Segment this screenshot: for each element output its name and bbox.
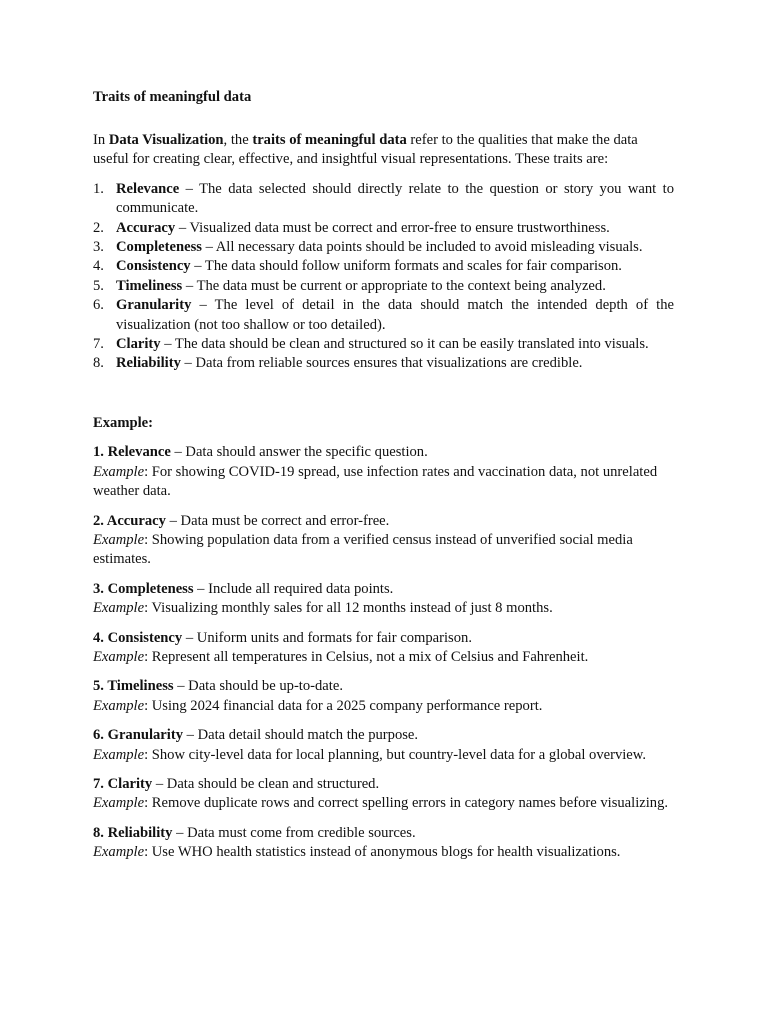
trait-term: Timeliness xyxy=(116,277,183,294)
example-text: : Visualizing monthly sales for all 12 months instead of just 8 months. xyxy=(144,600,553,617)
example-line xyxy=(93,795,668,811)
example-text: : Showing population data from a verified census instead of unverified social media estimates. xyxy=(93,531,633,568)
example-text: : Show city-level data for local planning, but country-level data for a global overview. xyxy=(144,746,647,763)
example-head xyxy=(93,443,674,462)
example-label: Example xyxy=(93,697,145,714)
trait-number: 3. xyxy=(93,239,104,256)
trait-number: 5. xyxy=(93,277,104,294)
example-head xyxy=(93,775,674,794)
example-desc: – Data must be correct and error-free. xyxy=(165,512,390,529)
example-text: : Use WHO health statistics instead of anonymous blogs for health visualizations. xyxy=(144,844,621,861)
document-title: Traits of meaningful data xyxy=(93,89,252,105)
example-head xyxy=(93,580,674,599)
example-desc: – Data should be up-to-date. xyxy=(173,678,343,695)
example-head xyxy=(93,629,674,648)
intro-bold-term-2: traits of meaningful data xyxy=(252,132,407,148)
trait-body xyxy=(116,219,674,238)
example-title: 8. Reliability xyxy=(93,824,173,841)
trait-term: Consistency xyxy=(116,258,191,275)
example-label: Example xyxy=(93,600,145,617)
trait-text: – The data selected should directly relate to the question or story you want to communicate. xyxy=(116,180,674,217)
trait-text: – The data must be current or appropriate to the context being analyzed. xyxy=(182,277,606,294)
trait-number: 4. xyxy=(93,258,104,275)
trait-term: Accuracy xyxy=(116,219,176,236)
trait-body xyxy=(116,180,674,219)
trait-item-timeliness xyxy=(93,277,674,296)
example-title: 6. Granularity xyxy=(93,727,183,744)
example-heading: Example: xyxy=(93,414,153,431)
example-title: 2. Accuracy xyxy=(93,512,166,529)
example-block-relevance xyxy=(93,443,674,501)
trait-number: 1. xyxy=(93,180,104,197)
example-head xyxy=(93,677,674,696)
trait-text: – All necessary data points should be included to avoid misleading visuals. xyxy=(201,239,643,256)
trait-item-completeness xyxy=(93,238,674,257)
example-line xyxy=(93,649,588,665)
example-text: : Remove duplicate rows and correct spelling errors in category names before visualizing. xyxy=(144,795,669,812)
trait-body xyxy=(116,238,674,257)
example-block-consistency xyxy=(93,629,674,668)
example-title: 1. Relevance xyxy=(93,444,171,461)
example-label: Example xyxy=(93,648,145,665)
example-title: 5. Timeliness xyxy=(93,678,174,695)
trait-body xyxy=(116,257,674,276)
trait-body xyxy=(116,296,674,335)
example-title: 3. Completeness xyxy=(93,580,194,597)
example-block-clarity xyxy=(93,775,674,814)
trait-body xyxy=(116,277,674,296)
intro-post: refer to the qualities that make the data useful for creating clear, effective, and insightful visual representations. These traits are: xyxy=(93,132,638,168)
example-line xyxy=(93,464,657,499)
example-block-timeliness xyxy=(93,677,674,716)
example-block-accuracy xyxy=(93,512,674,570)
trait-term: Granularity xyxy=(116,297,192,314)
example-text: : Represent all temperatures in Celsius, not a mix of Celsius and Fahrenheit. xyxy=(144,648,589,665)
trait-body xyxy=(116,354,674,373)
examples-section xyxy=(93,443,674,862)
example-desc: – Data should answer the specific question. xyxy=(170,444,428,461)
intro-mid: , the xyxy=(223,132,253,148)
trait-number: 2. xyxy=(93,219,104,236)
trait-item-granularity xyxy=(93,296,674,335)
trait-item-relevance xyxy=(93,180,674,219)
trait-number: 8. xyxy=(93,355,104,372)
example-desc: – Data must come from credible sources. xyxy=(172,824,416,841)
example-head xyxy=(93,512,674,531)
trait-item-clarity xyxy=(93,335,674,354)
example-head xyxy=(93,824,674,843)
trait-term: Completeness xyxy=(116,239,202,256)
example-label: Example xyxy=(93,463,145,480)
trait-text: – The data should follow uniform formats and scales for fair comparison. xyxy=(190,258,622,275)
example-block-granularity xyxy=(93,726,674,765)
example-desc: – Include all required data points. xyxy=(193,580,394,597)
intro-bold-term-1: Data Visualization xyxy=(108,132,224,148)
trait-text: – Data from reliable sources ensures that visualizations are credible. xyxy=(180,355,583,372)
trait-item-accuracy xyxy=(93,219,674,238)
trait-term: Clarity xyxy=(116,336,161,353)
example-line xyxy=(93,600,553,616)
example-text: : Using 2024 financial data for a 2025 company performance report. xyxy=(144,697,543,714)
example-line xyxy=(93,747,646,763)
trait-term: Relevance xyxy=(116,180,180,197)
example-line xyxy=(93,698,542,714)
traits-list xyxy=(93,180,674,374)
document-page xyxy=(93,88,674,873)
intro-paragraph xyxy=(93,131,674,170)
trait-text: – The level of detail in the data should match the intended depth of the visualization (not too shallow or too detailed). xyxy=(116,297,674,333)
example-line xyxy=(93,844,620,860)
example-desc: – Uniform units and formats for fair comparison. xyxy=(182,629,472,646)
intro-pre: In xyxy=(93,132,109,148)
trait-number: 6. xyxy=(93,297,104,314)
trait-number: 7. xyxy=(93,336,104,353)
example-label: Example xyxy=(93,844,145,861)
example-text: : For showing COVID-19 spread, use infection rates and vaccination data, not unrelated weather data. xyxy=(93,463,658,500)
example-label: Example xyxy=(93,746,145,763)
example-label: Example xyxy=(93,795,145,812)
trait-term: Reliability xyxy=(116,355,181,372)
trait-text: – Visualized data must be correct and error-free to ensure trustworthiness. xyxy=(175,219,610,236)
trait-item-consistency xyxy=(93,257,674,276)
example-desc: – Data should be clean and structured. xyxy=(152,775,380,792)
example-block-completeness xyxy=(93,580,674,619)
trait-text: – The data should be clean and structured so it can be easily translated into visuals. xyxy=(160,336,649,353)
example-line xyxy=(93,532,633,567)
example-head xyxy=(93,726,674,745)
trait-body xyxy=(116,335,674,354)
example-block-reliability xyxy=(93,824,674,863)
example-title: 4. Consistency xyxy=(93,629,183,646)
trait-item-reliability xyxy=(93,354,674,373)
example-label: Example xyxy=(93,531,145,548)
example-title: 7. Clarity xyxy=(93,775,153,792)
example-desc: – Data detail should match the purpose. xyxy=(183,727,419,744)
